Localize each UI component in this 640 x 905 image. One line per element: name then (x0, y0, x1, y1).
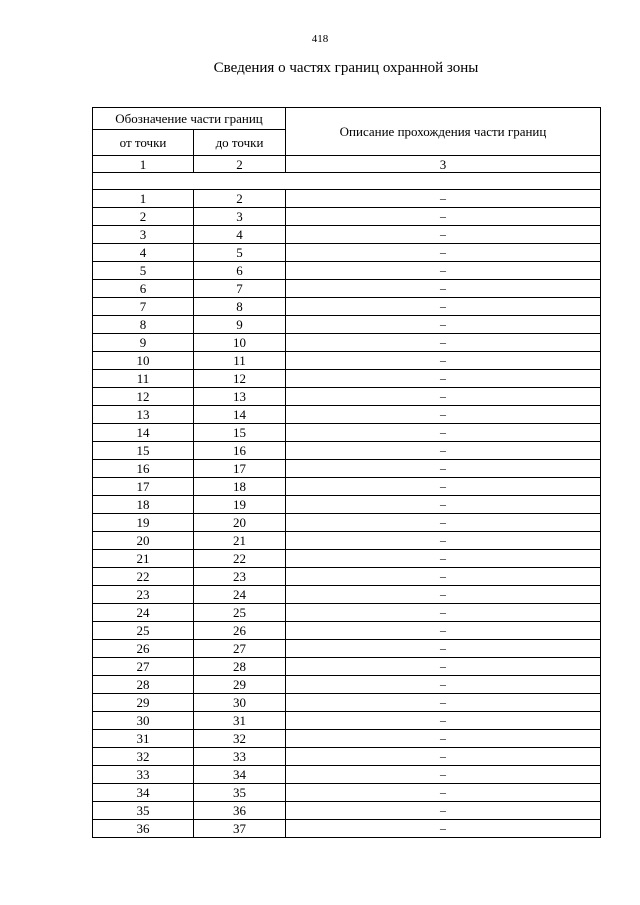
description-cell: – (286, 388, 601, 406)
description-cell: – (286, 694, 601, 712)
table-row (93, 370, 601, 388)
table-body (93, 156, 601, 838)
from-point-cell: 11 (93, 370, 194, 388)
description-cell: – (286, 460, 601, 478)
to-point-cell: 7 (194, 280, 286, 298)
from-point-cell: 18 (93, 496, 194, 514)
header-from-point: от точки (93, 130, 194, 156)
table-row (93, 424, 601, 442)
page-number: 418 (311, 33, 329, 45)
from-point-cell: 2 (93, 208, 194, 226)
table-row (93, 712, 601, 730)
from-point-cell: 12 (93, 388, 194, 406)
to-point-cell: 19 (194, 496, 286, 514)
table-row (93, 820, 601, 838)
to-point-cell: 23 (194, 568, 286, 586)
description-cell: – (286, 226, 601, 244)
from-point-cell: 7 (93, 298, 194, 316)
table-row (93, 568, 601, 586)
table-row (93, 226, 601, 244)
to-point-cell: 26 (194, 622, 286, 640)
description-cell: – (286, 748, 601, 766)
description-cell: – (286, 478, 601, 496)
from-point-cell: 10 (93, 352, 194, 370)
to-point-cell: 29 (194, 676, 286, 694)
from-point-cell: 29 (93, 694, 194, 712)
description-cell: – (286, 550, 601, 568)
description-cell: – (286, 802, 601, 820)
to-point-cell: 16 (194, 442, 286, 460)
to-point-cell: 27 (194, 640, 286, 658)
column-number-3: 3 (286, 156, 601, 173)
to-point-cell: 21 (194, 532, 286, 550)
description-cell: – (286, 316, 601, 334)
blank-separator-cell (93, 173, 601, 190)
from-point-cell: 30 (93, 712, 194, 730)
to-point-cell: 33 (194, 748, 286, 766)
document-title: Сведения о частях границ охранной зоны (213, 60, 479, 76)
column-number-2: 2 (194, 156, 286, 173)
table-row (93, 262, 601, 280)
to-point-cell: 36 (194, 802, 286, 820)
to-point-cell: 11 (194, 352, 286, 370)
to-point-cell: 35 (194, 784, 286, 802)
description-cell: – (286, 730, 601, 748)
to-point-cell: 5 (194, 244, 286, 262)
description-cell: – (286, 280, 601, 298)
from-point-cell: 35 (93, 802, 194, 820)
to-point-cell: 12 (194, 370, 286, 388)
from-point-cell: 14 (93, 424, 194, 442)
from-point-cell: 27 (93, 658, 194, 676)
table-row (93, 694, 601, 712)
to-point-cell: 25 (194, 604, 286, 622)
from-point-cell: 32 (93, 748, 194, 766)
description-cell: – (286, 244, 601, 262)
from-point-cell: 15 (93, 442, 194, 460)
description-cell: – (286, 676, 601, 694)
table-row (93, 532, 601, 550)
to-point-cell: 9 (194, 316, 286, 334)
column-number-1: 1 (93, 156, 194, 173)
table-row (93, 442, 601, 460)
to-point-cell: 34 (194, 766, 286, 784)
to-point-cell: 18 (194, 478, 286, 496)
table-row (93, 676, 601, 694)
from-point-cell: 16 (93, 460, 194, 478)
table-row (93, 478, 601, 496)
from-point-cell: 4 (93, 244, 194, 262)
table-row (93, 622, 601, 640)
description-cell: – (286, 514, 601, 532)
table-row (93, 550, 601, 568)
header-boundary-description: Описание прохождения части границ (286, 108, 601, 156)
from-point-cell: 36 (93, 820, 194, 838)
description-cell: – (286, 190, 601, 208)
description-cell: – (286, 820, 601, 838)
table-row (93, 460, 601, 478)
description-cell: – (286, 442, 601, 460)
from-point-cell: 1 (93, 190, 194, 208)
description-cell: – (286, 208, 601, 226)
from-point-cell: 3 (93, 226, 194, 244)
from-point-cell: 20 (93, 532, 194, 550)
table-row (93, 730, 601, 748)
description-cell: – (286, 406, 601, 424)
description-cell: – (286, 712, 601, 730)
to-point-cell: 31 (194, 712, 286, 730)
from-point-cell: 26 (93, 640, 194, 658)
to-point-cell: 20 (194, 514, 286, 532)
to-point-cell: 10 (194, 334, 286, 352)
from-point-cell: 13 (93, 406, 194, 424)
boundary-parts-table (92, 107, 601, 838)
to-point-cell: 4 (194, 226, 286, 244)
description-cell: – (286, 568, 601, 586)
from-point-cell: 19 (93, 514, 194, 532)
to-point-cell: 3 (194, 208, 286, 226)
description-cell: – (286, 370, 601, 388)
table-row (93, 586, 601, 604)
to-point-cell: 37 (194, 820, 286, 838)
description-cell: – (286, 298, 601, 316)
table-row (93, 316, 601, 334)
table-row (93, 496, 601, 514)
description-cell: – (286, 496, 601, 514)
column-numbers-row (93, 156, 601, 173)
from-point-cell: 23 (93, 586, 194, 604)
from-point-cell: 31 (93, 730, 194, 748)
from-point-cell: 24 (93, 604, 194, 622)
table-row (93, 748, 601, 766)
to-point-cell: 24 (194, 586, 286, 604)
description-cell: – (286, 604, 601, 622)
table-row (93, 604, 601, 622)
description-cell: – (286, 784, 601, 802)
table-row (93, 766, 601, 784)
table-row (93, 784, 601, 802)
from-point-cell: 34 (93, 784, 194, 802)
description-cell: – (286, 424, 601, 442)
description-cell: – (286, 262, 601, 280)
description-cell: – (286, 352, 601, 370)
to-point-cell: 6 (194, 262, 286, 280)
to-point-cell: 15 (194, 424, 286, 442)
table-row (93, 640, 601, 658)
to-point-cell: 2 (194, 190, 286, 208)
from-point-cell: 8 (93, 316, 194, 334)
to-point-cell: 30 (194, 694, 286, 712)
to-point-cell: 13 (194, 388, 286, 406)
description-cell: – (286, 622, 601, 640)
to-point-cell: 28 (194, 658, 286, 676)
description-cell: – (286, 640, 601, 658)
table-row (93, 280, 601, 298)
header-to-point: до точки (194, 130, 286, 156)
table-row (93, 208, 601, 226)
from-point-cell: 6 (93, 280, 194, 298)
description-cell: – (286, 658, 601, 676)
from-point-cell: 5 (93, 262, 194, 280)
table-row (93, 352, 601, 370)
description-cell: – (286, 766, 601, 784)
from-point-cell: 21 (93, 550, 194, 568)
table-row (93, 802, 601, 820)
to-point-cell: 17 (194, 460, 286, 478)
table-row (93, 658, 601, 676)
description-cell: – (286, 334, 601, 352)
from-point-cell: 9 (93, 334, 194, 352)
to-point-cell: 8 (194, 298, 286, 316)
blank-separator-row (93, 173, 601, 190)
table-row (93, 388, 601, 406)
table-row (93, 406, 601, 424)
table-row (93, 334, 601, 352)
from-point-cell: 28 (93, 676, 194, 694)
from-point-cell: 25 (93, 622, 194, 640)
description-cell: – (286, 586, 601, 604)
from-point-cell: 22 (93, 568, 194, 586)
header-boundary-designation: Обозначение части границ (93, 108, 286, 130)
table-row (93, 190, 601, 208)
to-point-cell: 22 (194, 550, 286, 568)
table-row (93, 298, 601, 316)
table-row (93, 244, 601, 262)
to-point-cell: 32 (194, 730, 286, 748)
from-point-cell: 17 (93, 478, 194, 496)
from-point-cell: 33 (93, 766, 194, 784)
table-row (93, 514, 601, 532)
description-cell: – (286, 532, 601, 550)
to-point-cell: 14 (194, 406, 286, 424)
